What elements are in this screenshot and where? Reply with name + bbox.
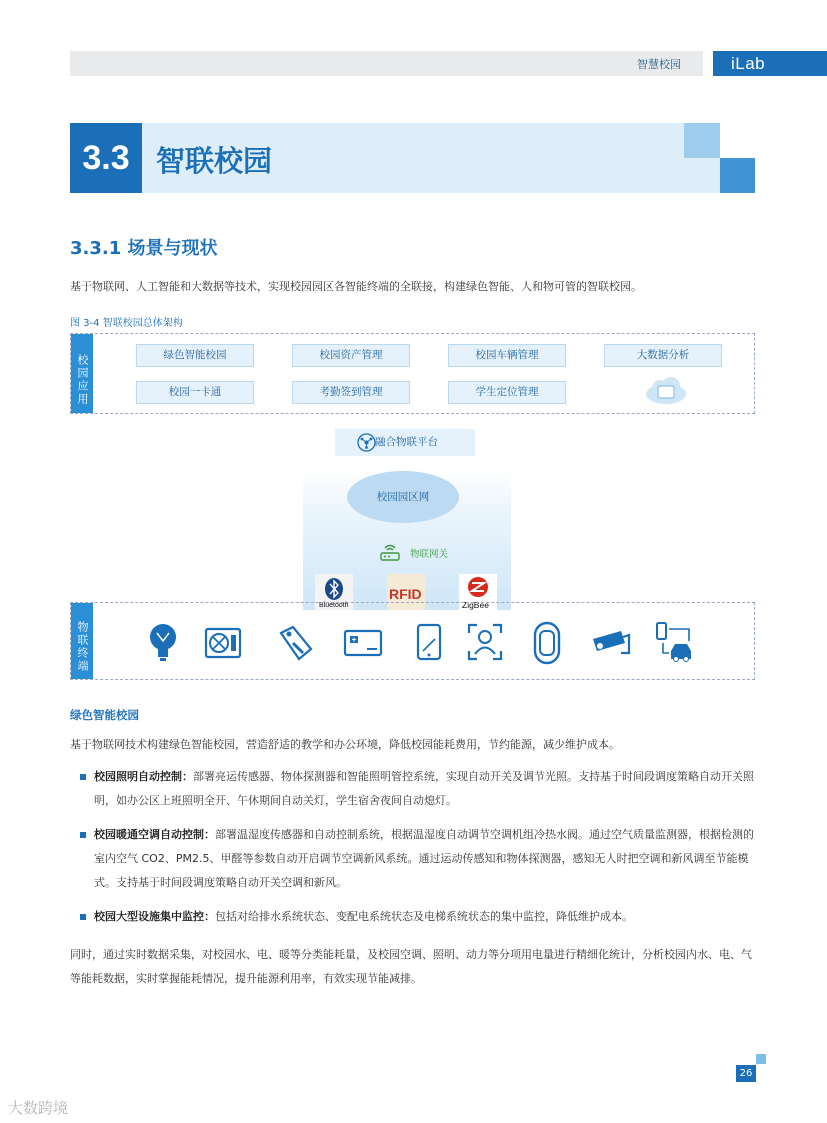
app-vehicle-management: 校园车辆管理 — [448, 344, 566, 367]
bluetooth-label: Bluetooth — [319, 602, 349, 609]
wristband-icon — [527, 621, 567, 665]
bullet-marker — [80, 914, 86, 920]
page-number: 26 — [736, 1065, 756, 1082]
bullet-hvac-heading: 校园暖通空调自动控制： — [94, 828, 215, 841]
camera-icon — [591, 621, 631, 665]
card-reader-icon — [343, 621, 383, 665]
intro-paragraph: 基于物联网、人工智能和大数据等技术，实现校园园区各智能终端的全联接，构建绿色智能、人和物可管的智联校园。 — [70, 280, 642, 293]
bullet-facilities-heading: 校园大型设施集中监控： — [94, 910, 215, 923]
light-bulb-icon — [143, 621, 183, 665]
bullet-marker — [80, 832, 86, 838]
green-campus-lead: 基于物联网技术构建绿色智能校园，营造舒适的教学和办公环境，降低校园能耗费用，节约能源，减少维护成本。 — [70, 738, 620, 751]
gateway-router-icon — [378, 540, 402, 564]
app-attendance: 考勤签到管理 — [292, 381, 410, 404]
bullet-hvac — [80, 823, 760, 895]
face-recognition-icon — [465, 621, 505, 665]
header-bar — [70, 51, 703, 76]
section-title: 智联校园 — [156, 144, 273, 178]
rfid-label: RFID — [389, 586, 422, 602]
section-banner — [70, 123, 720, 193]
subsection-title: 3.3.1 场景与现状 — [70, 238, 218, 259]
iot-platform: 融合物联平台 — [335, 429, 475, 456]
decor-square-light — [684, 123, 720, 158]
phone-car-icon — [655, 621, 695, 665]
campus-apps-box — [70, 333, 755, 414]
watermark: 大数跨境 — [8, 1099, 69, 1117]
network-hub-icon — [357, 433, 376, 452]
gateway-label: 物联网关 — [410, 549, 449, 560]
closing-paragraph: 同时，通过实时数据采集，对校园水、电、暖等分类能耗量，及校园空调、照明、动力等分项用电量进行精细化统计，分析校园内水、电、气等能耗数据，实时掌握能耗情况，提升能源利用率，有效实现节能减排。 — [70, 948, 752, 985]
decor-square-dark — [720, 158, 755, 193]
bullet-lighting-heading: 校园照明自动控制： — [94, 770, 193, 783]
figure-caption: 图 3-4 智联校园总体架构 — [70, 318, 183, 329]
app-campus-card: 校园一卡通 — [136, 381, 254, 404]
tag-icon — [275, 621, 315, 665]
app-asset-management: 校园资产管理 — [292, 344, 410, 367]
devices-side-label: 物联终端 — [71, 603, 93, 679]
app-big-data: 大数据分析 — [604, 344, 722, 367]
apps-side-label: 校园应用 — [71, 334, 93, 413]
tablet-icon — [409, 621, 449, 665]
header-title: 智慧校园 — [637, 58, 681, 71]
app-student-location: 学生定位管理 — [448, 381, 566, 404]
bullet-facilities-text: 包括对给排水系统状态、变配电系统状态及电梯系统状态的集中监控，降低维护成本。 — [215, 910, 633, 923]
ilab-logo: iLab — [713, 51, 827, 76]
iot-devices-box — [70, 602, 755, 680]
bullet-lighting-text: 部署亮运传感器、物体探测器和智能照明管控系统，实现自动开关及调节光照。支持基于时间段调度策略自动开关照明，如办公区上班照明全开、午休期间自动关灯，学生宿舍夜间自动熄灯。 — [94, 770, 754, 807]
app-green-campus: 绿色智能校园 — [136, 344, 254, 367]
green-campus-title: 绿色智能校园 — [70, 708, 139, 722]
bullet-facilities — [80, 905, 760, 929]
page-decor-square — [756, 1054, 766, 1064]
zigbee-label: ZigBee — [462, 600, 489, 610]
bullet-lighting — [80, 765, 760, 813]
section-number: 3.3 — [70, 123, 142, 193]
bullet-marker — [80, 774, 86, 780]
bullet-hvac-text: 部署温湿度传感器和自动控制系统，根据温湿度自动调节空调机组冷热水阀。通过空气质量监测器，根据检测的室内空气 CO2、PM2.5、甲醛等参数自动开启调节空调新风系统。通过运动传感知和物体探测器，感知无人时把空调和新风调至节能模式。支持基于时间段调度策略自动开关空调和新风。 — [94, 828, 754, 889]
air-conditioner-icon — [203, 621, 243, 665]
cloud-app-icon — [643, 376, 689, 406]
campus-network: 校园园区网 — [347, 471, 459, 523]
